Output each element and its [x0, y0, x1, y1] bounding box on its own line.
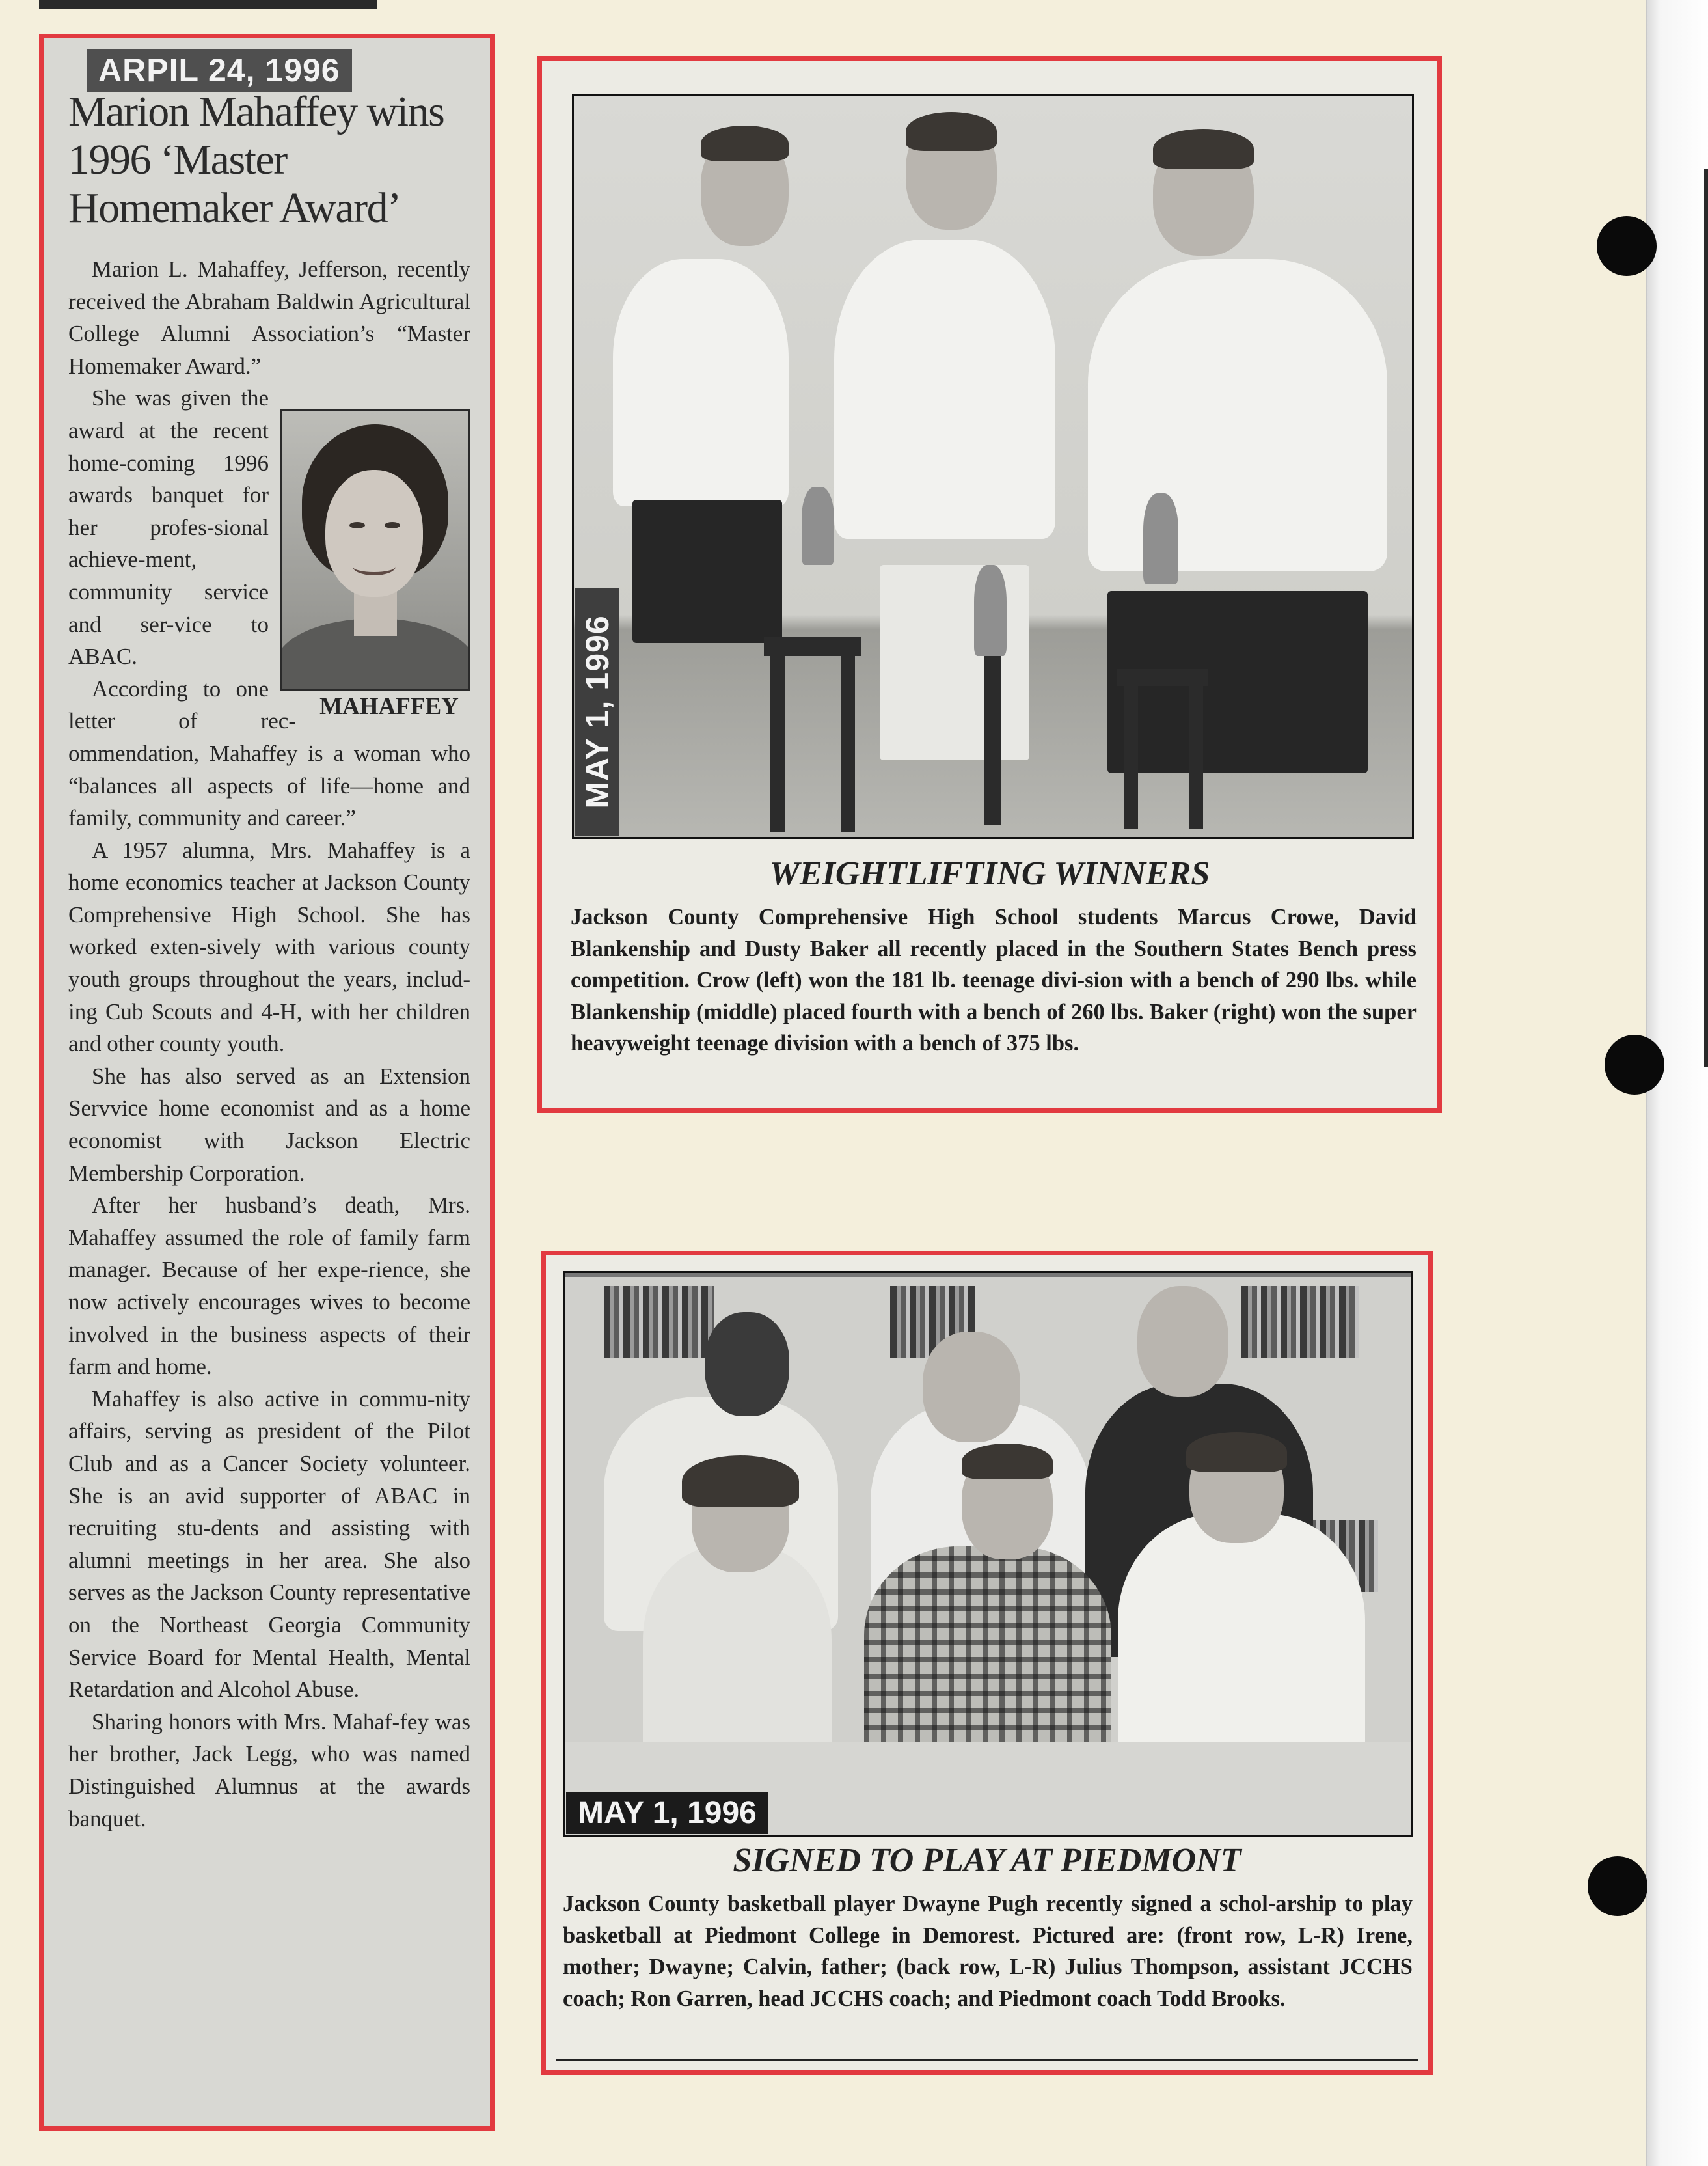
binder-hole-middle	[1605, 1035, 1664, 1095]
article-body	[68, 253, 470, 1835]
article-paragraph: A 1957 alumna, Mrs. Mahaffey is a home economics teacher at Jackson County Comprehensive High School. She has worked exten-sively with various county youth groups throughout the years, includ-ing Cub Scouts and 4-H, with her children and other county youth.	[68, 837, 470, 1057]
weightlifting-date-label	[575, 588, 619, 836]
weightlifting-caption: Jackson County Comprehensive High School students Marcus Crowe, David Blankenship and Dusty Baker all recently placed in the Southern States Bench press competition. Crow (left) won the 181 lb. teenage divi-sion with a bench of 290 lbs. while Blankenship (middle) placed fourth with a bench of 260 lbs. Baker (right) won the super heavyweight teenage division with a bench of 375 lbs.	[571, 905, 1417, 1056]
binder-hole-bottom	[1588, 1856, 1647, 1916]
torn-clipping-fragment	[39, 0, 377, 9]
article-headline: Marion Mahaffey wins 1996 ‘Master Homemaker Award’	[68, 88, 444, 232]
weightlifting-date-text: MAY 1, 1996	[579, 615, 616, 809]
article-paragraph: Mahaffey is also active in commu-nity affairs, serving as president of the Pilot Club and as a Cancer Society volunteer. She is an avid supporter of ABAC in recruiting stu-dents and assisting with alumni meetings in her area. She also serves as the Jackson County representative on the Northeast Georgia Community Service Board for Mental Health, Mental Retardation and Alcohol Abuse.	[68, 1386, 470, 1703]
article-paragraph: She was given the award at the recent home-coming 1996 awards banquet for her profes-sional achieve-ment, community service and ser-vice to ABAC.	[68, 385, 269, 670]
piedmont-caption: Jackson County basketball player Dwayne Pugh recently signed a schol-arship to play basketball at Piedmont College in Demorest. Pictured are: (front row, L-R) Irene, mother; Dwayne; Calvin, father; (back row, L-R) Julius Thompson, assistant JCCHS coach; Ron Garren, head JCCHS coach; and Piedmont coach Todd Brooks.	[563, 1891, 1413, 2011]
article-paragraph: After her husband’s death, Mrs. Mahaffey assumed the role of family farm manager. Because of her expe-rience, she now actively encourages wives to become involved in the business aspects of their farm and home.	[68, 1192, 470, 1380]
article-paragraph: She has also served as an Extension Servvice home economist and as a home economist with Jackson Electric Membership Corporation.	[68, 1063, 470, 1186]
weightlifting-title: WEIGHTLIFTING WINNERS	[769, 855, 1210, 892]
article-paragraph: According to one letter of rec-ommendation, Mahaffey is a woman who “balances all aspects of life—home and family, community and career.”	[68, 676, 470, 831]
article-paragraph: Marion L. Mahaffey, Jefferson, recently received the Abraham Baldwin Agricultural College Alumni Association’s “Master Homemaker Award.”	[68, 256, 470, 379]
binder-hole-top	[1597, 216, 1657, 276]
article-date-label: ARPIL 24, 1996	[87, 49, 352, 92]
caption-rule	[556, 2059, 1418, 2061]
mahaffey-portrait-photo	[280, 409, 470, 691]
piedmont-clipping	[541, 1251, 1433, 2075]
weightlifting-photo	[572, 94, 1414, 839]
piedmont-photo	[563, 1271, 1413, 1837]
article-paragraph: Sharing honors with Mrs. Mahaf-fey was her brother, Jack Legg, who was named Distinguished Alumnus at the awards banquet.	[68, 1708, 470, 1831]
weightlifting-clipping	[537, 56, 1442, 1113]
piedmont-title: SIGNED TO PLAY AT PIEDMONT	[733, 1842, 1241, 1879]
article-clipping-mahaffey	[39, 34, 495, 2131]
piedmont-date-label: MAY 1, 1996	[566, 1792, 768, 1834]
portrait-caption: MAHAFFEY	[319, 693, 459, 720]
